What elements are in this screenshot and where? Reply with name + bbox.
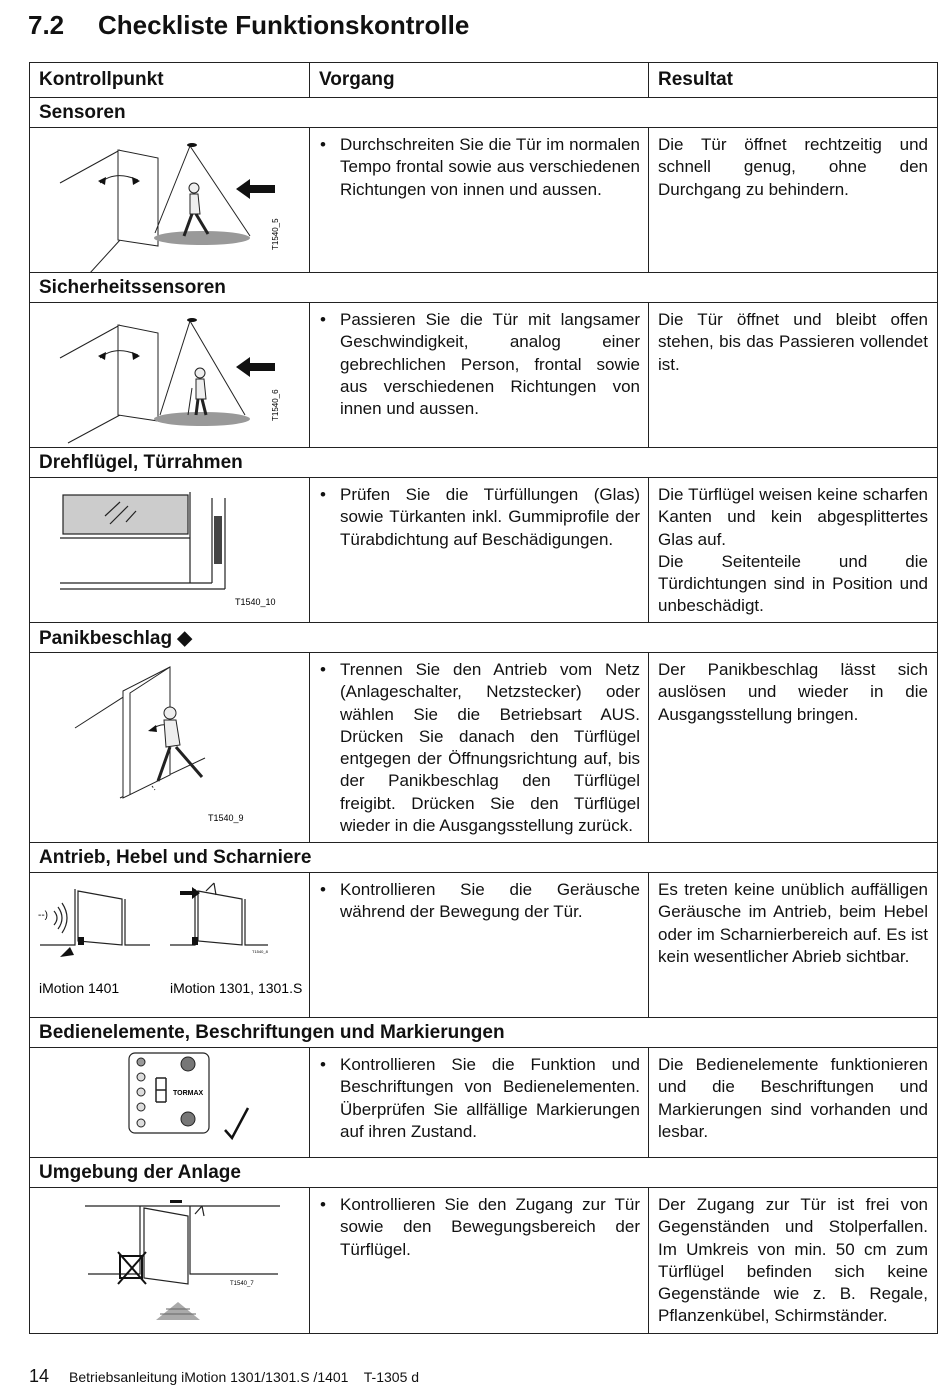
result-cell bbox=[649, 653, 938, 843]
section-title: Bedienelemente, Beschriftungen und Markierungen bbox=[30, 1018, 938, 1048]
header-row bbox=[30, 63, 938, 98]
step-cell bbox=[310, 478, 649, 623]
section-title: Sensoren bbox=[30, 98, 938, 128]
table-row bbox=[30, 1048, 938, 1158]
result-cell bbox=[649, 303, 938, 448]
column-header-resultat: Resultat bbox=[649, 63, 938, 98]
drive-illustration bbox=[30, 873, 310, 1018]
step-cell bbox=[310, 128, 649, 273]
page-number: 14 bbox=[29, 1366, 50, 1386]
section-title: Antrieb, Hebel und Scharniere bbox=[30, 843, 938, 873]
figure-code: T1540_7 bbox=[230, 1281, 254, 1287]
result-cell bbox=[649, 1188, 938, 1334]
result-cell bbox=[649, 128, 938, 273]
step-text: • Kontrollieren Sie die Geräusche während der Bewegung der Tür. bbox=[340, 879, 640, 924]
step-text: • Trennen Sie den Antrieb vom Netz (Anlageschalter, Netzstecker) oder wählen Sie die Betriebsart AUS. Drücken Sie danach den Türflügel entgegen der Öffnungsrichtung auf, bis der Panikbeschlag den Türflügel freigibt. Drücken Sie den Türflügel wieder in die Ausgangsstellung zurück. bbox=[340, 659, 640, 837]
section-number: 7.2 bbox=[28, 10, 65, 40]
page-footer bbox=[29, 1366, 419, 1387]
figure-code: T1540_9 bbox=[208, 813, 244, 823]
model-label: iMotion 1401 bbox=[39, 980, 120, 996]
result-text: Der Panikbeschlag lässt sich auslösen und wieder in die Ausgangsstellung bringen. bbox=[658, 660, 928, 724]
figure-code: T1540_6 bbox=[271, 389, 280, 421]
result-text: Die Türflügel weisen keine scharfen Kanten und kein abgesplittertes Glas auf. bbox=[658, 485, 928, 549]
result-text: Die Tür öffnet und bleibt offen stehen, bis das Passieren vollendet ist. bbox=[658, 310, 928, 374]
table-row bbox=[30, 653, 938, 843]
table-row bbox=[30, 873, 938, 1018]
brand-label: TORMAX bbox=[173, 1090, 204, 1097]
step-text: • Durchschreiten Sie die Tür im normalen Tempo frontal sowie aus verschiedenen Richtungen von innen und aussen. bbox=[340, 134, 640, 201]
step-cell bbox=[310, 653, 649, 843]
safety-sensor-illustration bbox=[30, 303, 310, 448]
footer-text: Betriebsanleitung iMotion 1301/1301.S /1401 T-1305 d bbox=[69, 1369, 420, 1385]
step-text: • Passieren Sie die Tür mit langsamer Geschwindigkeit, analog einer gebrechlichen Person, frontal sowie aus verschiedenen Richtungen von innen und aussen. bbox=[340, 309, 640, 420]
result-text: Es treten keine unüblich auffälligen Geräusche im Antrieb, beim Hebel oder im Scharnierbereich auf. Es ist kein wesentlicher Abrieb sichtbar. bbox=[658, 880, 928, 966]
result-text: Die Bedienelemente funktionieren und die Beschriftungen und Markierungen sind vorhanden und lesbar. bbox=[658, 1055, 928, 1141]
control-panel-illustration bbox=[30, 1048, 310, 1158]
table-row bbox=[30, 303, 938, 448]
step-cell bbox=[310, 303, 649, 448]
svg-text:--): --) bbox=[38, 910, 48, 921]
result-cell bbox=[649, 478, 938, 623]
checkmark-icon bbox=[225, 1108, 248, 1138]
section-title: Sicherheitssensoren bbox=[30, 273, 938, 303]
step-cell bbox=[310, 1048, 649, 1158]
model-label: iMotion 1301, 1301.S bbox=[170, 980, 303, 996]
step-text: • Kontrollieren Sie den Zugang zur Tür sowie den Bewegungsbereich der Türflügel. bbox=[340, 1194, 640, 1261]
figure-code: T1540_10 bbox=[235, 597, 276, 607]
step-text: • Kontrollieren Sie die Funktion und Beschriftungen von Bedienelementen. Überprüfen Sie allfällige Markierungen auf ihren Zustand. bbox=[340, 1054, 640, 1143]
section-title: Panikbeschlag ◆ bbox=[30, 623, 938, 653]
step-cell bbox=[310, 873, 649, 1018]
sensor-illustration bbox=[30, 128, 310, 273]
figure-code: T1540_5 bbox=[271, 218, 280, 250]
environment-illustration bbox=[30, 1188, 310, 1334]
table-row bbox=[30, 128, 938, 273]
page-title: Checkliste Funktionskontrolle bbox=[98, 10, 470, 40]
step-cell bbox=[310, 1188, 649, 1334]
panic-hardware-illustration bbox=[30, 653, 310, 843]
result-cell bbox=[649, 873, 938, 1018]
result-text: Der Zugang zur Tür ist frei von Gegenständen und Stolperfallen. Im Umkreis von min. 50 cm zum Türflügel befinden sich keine Gegenstände wie z. B. Regale, Pflanzenkübel, Schirmständer. bbox=[658, 1195, 928, 1326]
step-text: • Prüfen Sie die Türfüllungen (Glas) sowie Türkanten inkl. Gummiprofile der Türabdichtung auf Beschädigungen. bbox=[340, 484, 640, 551]
section-title: Umgebung der Anlage bbox=[30, 1158, 938, 1188]
column-header-vorgang: Vorgang bbox=[310, 63, 649, 98]
result-text: Die Seitenteile und die Türdichtungen sind in Position und unbeschädigt. bbox=[658, 551, 928, 616]
table-row bbox=[30, 1188, 938, 1334]
page-heading bbox=[28, 10, 469, 41]
result-text: Die Tür öffnet rechtzeitig und schnell genug, ohne den Durchgang zu behindern. bbox=[658, 135, 928, 199]
column-header-kontrollpunkt: Kontrollpunkt bbox=[30, 63, 310, 98]
figure-code: T1540_8 bbox=[252, 949, 268, 954]
section-title: Drehflügel, Türrahmen bbox=[30, 448, 938, 478]
result-cell bbox=[649, 1048, 938, 1158]
door-frame-illustration bbox=[30, 478, 310, 623]
checklist-table bbox=[29, 62, 938, 1334]
table-row bbox=[30, 478, 938, 623]
